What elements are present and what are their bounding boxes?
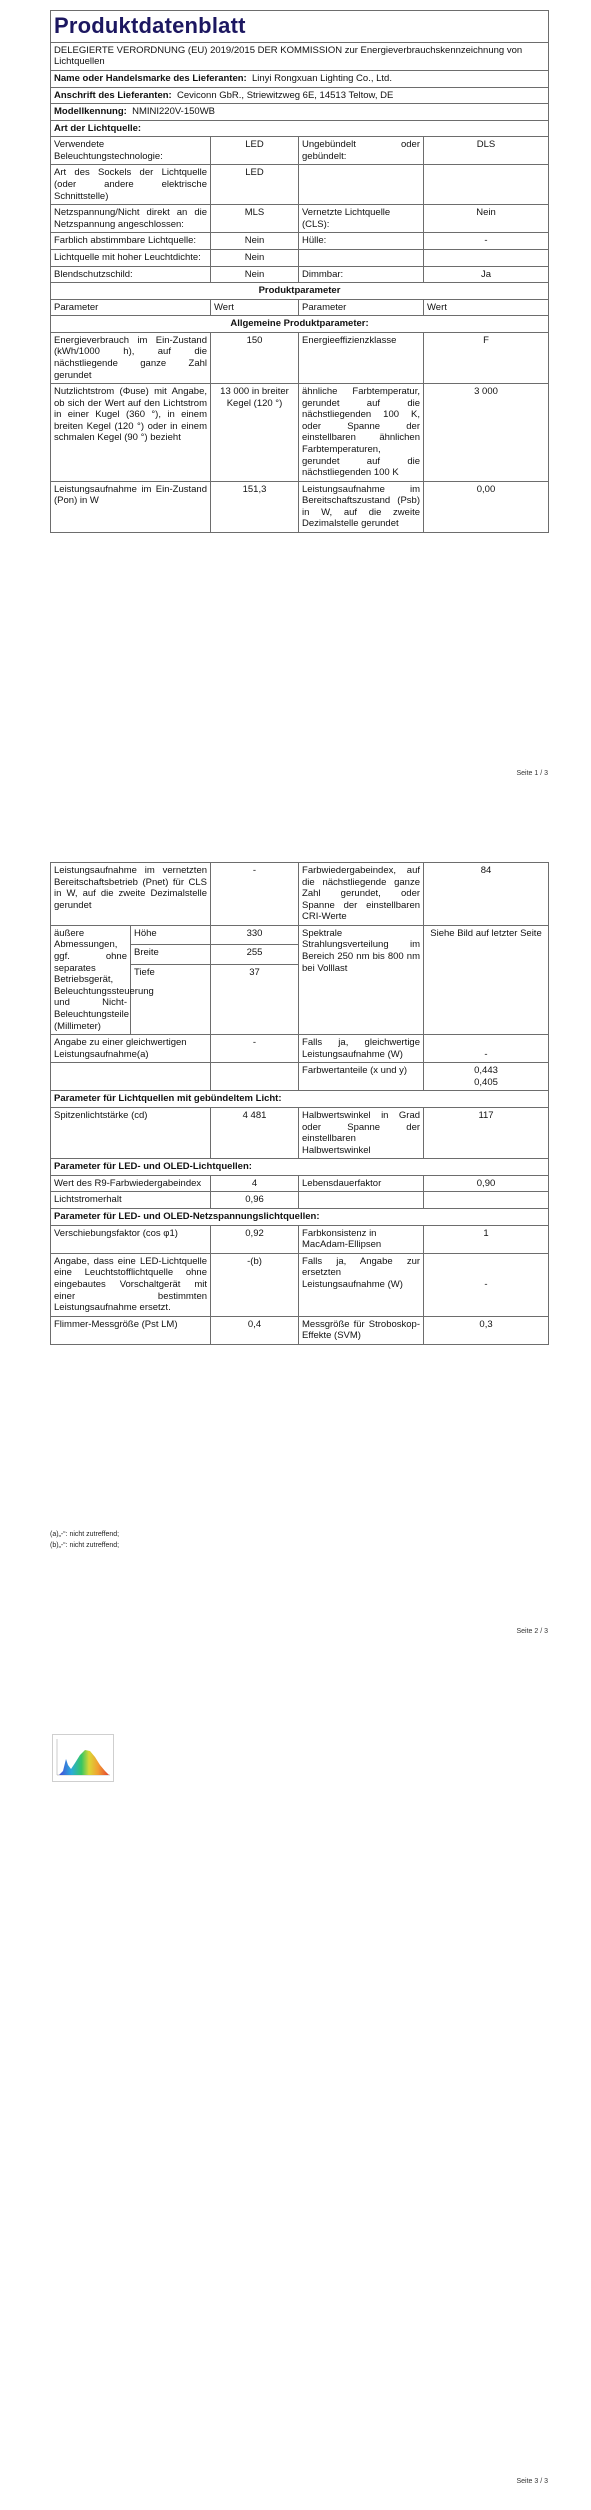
supplier-label: Name oder Handelsmarke des Lieferanten: [54, 72, 247, 84]
param-label: Angabe, dass eine LED-Lichtquelle eine Leuchtstofflichtquelle ohne eingebautes Vorschaltgerät mit einer bestimmten Leistungsaufnahme ersetzt. [51, 1253, 211, 1316]
param-label: Farbwertanteile (x und y) [299, 1063, 424, 1091]
model-value: NMINI220V-150WB [132, 106, 216, 118]
table-row [51, 266, 549, 283]
chromaticity-values [424, 1063, 549, 1091]
column-header: Parameter [299, 299, 424, 316]
mains-header: Parameter für LED- und OLED-Netzspannungslichtquellen: [51, 1209, 549, 1226]
param-label: Farbkonsistenz in MacAdam-Ellipsen [299, 1225, 424, 1253]
page-3 [0, 1720, 591, 2510]
dimension-value: 37 [211, 965, 299, 1035]
empty-cell [211, 1063, 299, 1091]
param-value: Siehe Bild auf letzter Seite [424, 925, 549, 1034]
param-label [299, 1192, 424, 1209]
table-row [51, 925, 549, 945]
table-row [51, 332, 549, 383]
param-value: 0,92 [211, 1225, 299, 1253]
param-value: 4 481 [211, 1107, 299, 1158]
table-row [51, 1063, 549, 1091]
param-label: Leistungsaufnahme im vernetzten Bereitschaftsbetrieb (Pnet) für CLS in W, auf die zweite Dezimalstelle gerundet [51, 863, 211, 926]
param-label: Falls ja, gleichwertige Leistungsaufnahme (W) [299, 1035, 424, 1063]
param-label: Dimmbar: [299, 266, 424, 283]
param-value: 84 [424, 863, 549, 926]
param-value [424, 165, 549, 205]
param-value: 13 000 in breiter Kegel (120 °) [211, 384, 299, 482]
param-value: - [211, 1035, 299, 1063]
param-value: DLS [424, 137, 549, 165]
empty-cell [51, 1063, 211, 1091]
table-row [51, 481, 549, 532]
param-label: Vernetzte Lichtquelle (CLS): [299, 205, 424, 233]
param-value [424, 249, 549, 266]
param-value: Nein [211, 266, 299, 283]
directional-header: Parameter für Lichtquellen mit gebündeltem Licht: [51, 1091, 549, 1108]
param-label: Messgröße für Stroboskop-Effekte (SVM) [299, 1316, 424, 1344]
model-row [51, 104, 549, 121]
page-number: Seite 2 / 3 [516, 1628, 548, 1635]
dimension-name: Tiefe [131, 965, 211, 1035]
param-label: Farblich abstimmbare Lichtquelle: [51, 233, 211, 250]
param-label: Blendschutzschild: [51, 266, 211, 283]
table-row [51, 1107, 549, 1158]
dimension-value: 330 [211, 925, 299, 945]
address-label: Anschrift des Lieferanten: [54, 89, 172, 101]
dimensions-label: äußere Abmessungen, ggf. ohne separates Betriebsgerät, Beleuchtungssteuerung und Nicht-Beleuchtungsteile (Millimeter) [51, 925, 131, 1034]
header-table [50, 10, 549, 137]
column-header: Wert [211, 299, 299, 316]
param-value: 1 [424, 1225, 549, 1253]
table-row [51, 249, 549, 266]
param-value: 117 [424, 1107, 549, 1158]
page-2 [0, 860, 591, 1650]
param-label: Lichtquelle mit hoher Leuchtdichte: [51, 249, 211, 266]
spectrum-image [52, 1734, 114, 1782]
param-value: Nein [211, 249, 299, 266]
datasheet-page-2 [50, 862, 548, 1345]
table-row [51, 1253, 549, 1316]
datasheet-page-1 [50, 10, 548, 533]
param-label: Falls ja, Angabe zur ersetzten Leistungsaufnahme (W) [299, 1253, 424, 1316]
param-value: - [424, 1035, 549, 1063]
param-value: 0,00 [424, 481, 549, 532]
table-row [51, 1316, 549, 1344]
param-value: 4 [211, 1175, 299, 1192]
param-label: Leistungsaufnahme im Ein-Zustand (Pon) in W [51, 481, 211, 532]
address-value: Ceviconn GbR., Striewitzweg 6E, 14513 Teltow, DE [177, 89, 394, 101]
page-title: Produktdatenblatt [51, 11, 549, 43]
column-header: Parameter [51, 299, 211, 316]
param-value: Ja [424, 266, 549, 283]
param-label: Energieeffizienzklasse [299, 332, 424, 383]
table-row [51, 1035, 549, 1063]
param-value: -(b) [211, 1253, 299, 1316]
param-label: Lichtstromerhalt [51, 1192, 211, 1209]
dimension-name: Höhe [131, 925, 211, 945]
general-params-header: Allgemeine Produktparameter: [51, 316, 549, 333]
light-source-type-table [50, 136, 549, 533]
model-label: Modellkennung: [54, 106, 127, 118]
param-label [299, 249, 424, 266]
footnote-b: (b)„-“: nicht zutreffend; [50, 1541, 120, 1549]
param-label: Energieverbrauch im Ein-Zustand (kWh/1000 h), auf die nächstliegende ganze Zahl gerundet [51, 332, 211, 383]
param-value: 0,96 [211, 1192, 299, 1209]
param-label: Angabe zu einer gleichwertigen Leistungsaufnahme(a) [51, 1035, 211, 1063]
supplier-row [51, 70, 549, 87]
param-value: 0,90 [424, 1175, 549, 1192]
param-value: Nein [211, 233, 299, 250]
param-label [299, 165, 424, 205]
footnotes [50, 1530, 119, 1551]
param-value: LED [211, 165, 299, 205]
dimension-value: 255 [211, 945, 299, 965]
param-label: Wert des R9-Farbwiedergabeindex [51, 1175, 211, 1192]
param-value: 0,3 [424, 1316, 549, 1344]
param-value: 151,3 [211, 481, 299, 532]
param-value: 0,4 [211, 1316, 299, 1344]
page-1 [0, 0, 591, 790]
table-row [51, 1192, 549, 1209]
param-value [424, 1192, 549, 1209]
param-value: - [424, 233, 549, 250]
param-label: Art des Sockels der Lichtquelle (oder andere elektrische Schnittstelle) [51, 165, 211, 205]
param-label: Netzspannung/Nicht direkt an die Netzspannung angeschlossen: [51, 205, 211, 233]
spectrum-graph [53, 1735, 113, 1781]
page-number: Seite 1 / 3 [516, 770, 548, 777]
param-label: Hülle: [299, 233, 424, 250]
param-label: Halbwertswinkel in Grad oder Spanne der einstellbaren Halbwertswinkel [299, 1107, 424, 1158]
chromaticity-y: 0,405 [474, 1076, 498, 1088]
param-label: Ungebündelt oder gebündelt: [299, 137, 424, 165]
regulation-text: DELEGIERTE VERORDNUNG (EU) 2019/2015 DER KOMMISSION zur Energieverbrauchskennzeichnung von Lichtquellen [51, 42, 549, 70]
table-row [51, 165, 549, 205]
table-row [51, 384, 549, 482]
param-value: F [424, 332, 549, 383]
param-label: Verwendete Beleuchtungstechnologie: [51, 137, 211, 165]
param-label: Verschiebungsfaktor (cos φ1) [51, 1225, 211, 1253]
param-label: Flimmer-Messgröße (Pst LM) [51, 1316, 211, 1344]
param-label: Spitzenlichtstärke (cd) [51, 1107, 211, 1158]
param-value: 3 000 [424, 384, 549, 482]
param-value: Nein [424, 205, 549, 233]
table-row [51, 863, 549, 926]
led-header: Parameter für LED- und OLED-Lichtquellen: [51, 1159, 549, 1176]
param-value: 150 [211, 332, 299, 383]
param-label: Farbwiedergabeindex, auf die nächstliegende ganze Zahl gerundet, oder Spanne der einstellbaren CRI-Werte [299, 863, 424, 926]
table-row [51, 205, 549, 233]
param-label: Lebensdauerfaktor [299, 1175, 424, 1192]
param-value: - [424, 1253, 549, 1316]
address-row [51, 87, 549, 104]
table-row [51, 233, 549, 250]
dimension-name: Breite [131, 945, 211, 965]
product-params-header: Produktparameter [51, 283, 549, 300]
column-header-row [51, 299, 549, 316]
column-header: Wert [424, 299, 549, 316]
table-row [51, 1175, 549, 1192]
table-row [51, 1225, 549, 1253]
table-row [51, 137, 549, 165]
page-number: Seite 3 / 3 [516, 2478, 548, 2485]
param-value: LED [211, 137, 299, 165]
supplier-value: Linyi Rongxuan Lighting Co., Ltd. [252, 72, 392, 84]
type-header: Art der Lichtquelle: [51, 120, 549, 137]
param-label: ähnliche Farbtemperatur, gerundet auf die nächstliegenden 100 K, oder Spanne der einstellbaren ähnlichen Farbtemperaturen, gerundet auf die nächstliegenden 100 K [299, 384, 424, 482]
params-table-continued [50, 862, 549, 1345]
param-label: Nutzlichtstrom (Φuse) mit Angabe, ob sich der Wert auf den Lichtstrom in einer Kugel (360 °), in einem breiten Kegel (120 °) oder in einem schmalen Kegel (90 °) bezieht [51, 384, 211, 482]
chromaticity-x: 0,443 [474, 1065, 498, 1077]
param-label: Spektrale Strahlungsverteilung im Bereich 250 nm bis 800 nm bei Volllast [299, 925, 424, 1034]
param-label: Leistungsaufnahme im Bereitschaftszustand (Psb) in W, auf die zweite Dezimalstelle gerundet [299, 481, 424, 532]
param-value: MLS [211, 205, 299, 233]
param-value: - [211, 863, 299, 926]
footnote-a: (a)„-“: nicht zutreffend; [50, 1531, 120, 1538]
